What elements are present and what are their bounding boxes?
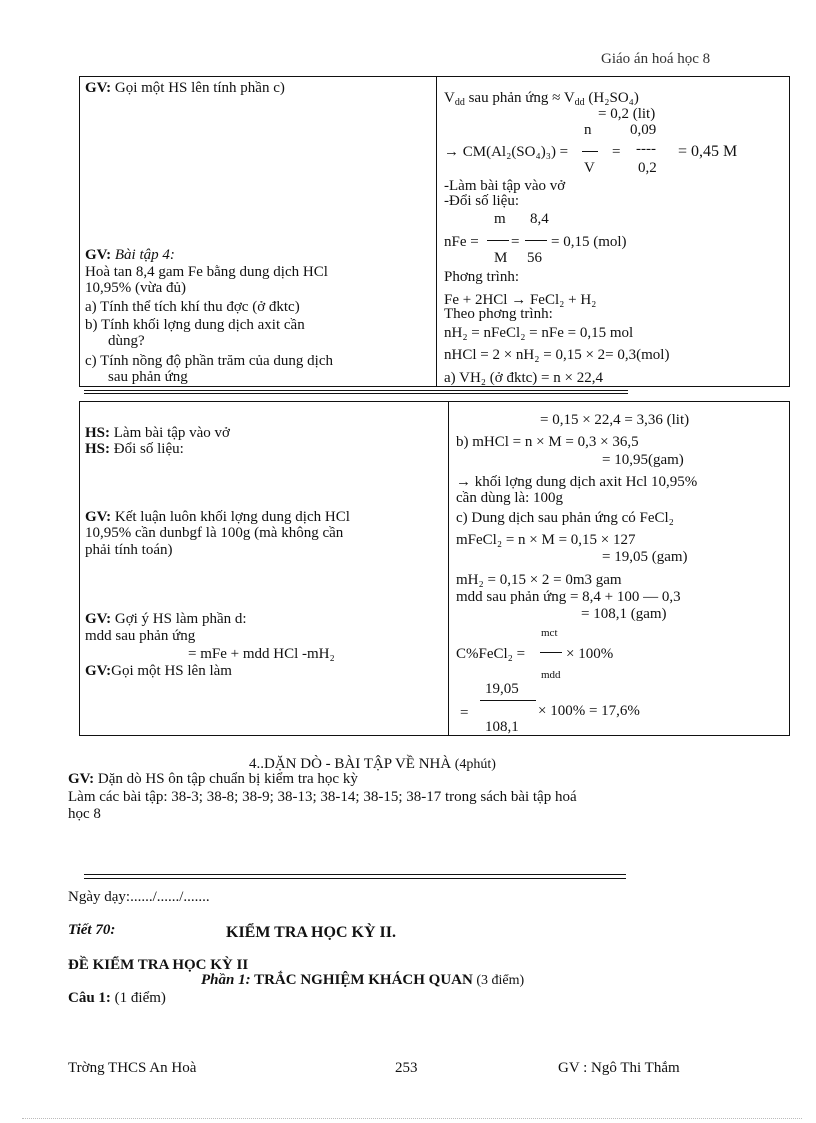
by-equation: Theo phơng trình:	[444, 306, 553, 322]
convert-data: -Đổi số liệu:	[444, 193, 519, 209]
do-exercise: -Làm bài tập vào vở	[444, 178, 566, 194]
n-fe-eq: =	[511, 234, 520, 250]
percent-result: × 100% = 17,6%	[538, 703, 640, 719]
fraction-bar	[540, 652, 562, 653]
exercise-item-c-1: c) Tính nồng độ phần trăm của dung dịch	[85, 353, 333, 369]
homework-exercises-line-2: học 8	[68, 806, 101, 822]
footer-page-number: 253	[395, 1060, 418, 1076]
concentration-dash: ----	[636, 141, 656, 157]
footer-teacher: GV : Ngô Thi Thắm	[558, 1060, 680, 1076]
gv-conclusion-line-3: phải tính toán)	[85, 542, 173, 558]
footer-school: Trờng THCS An Hoà	[68, 1060, 197, 1076]
exercise-line-1: Hoà tan 8,4 gam Fe bằng dung dịch HCl	[85, 264, 328, 280]
mass-fecl2-result: = 19,05 (gam)	[602, 549, 688, 565]
fraction-bar	[487, 240, 509, 241]
volume-after-reaction: $V_{dd}$ sau phản ứng ≈ $V_{dd}$ (H₂SO₄)	[444, 90, 639, 108]
exercise-item-c-2: sau phản ứng	[108, 369, 188, 385]
section-4-heading: 4..DẶN DÒ - BÀI TẬP VỀ NHÀ (4phút)	[249, 756, 496, 772]
part-1-heading: Phần 1: TRẮC NGHIỆM KHÁCH QUAN (3 điểm)	[201, 972, 525, 988]
teaching-date: Ngày dạy:....../....../.......	[68, 889, 210, 905]
gv-conclusion: GV: Kết luận luôn khối lợng dung dịch HCl	[85, 509, 350, 525]
gv-exercise-4: GV: Bài tập 4:	[85, 247, 175, 263]
frac-V: V	[584, 160, 595, 176]
frac-denominator: 108,1	[485, 719, 519, 735]
frac-m-value: 8,4	[530, 211, 549, 227]
mass-solution-calc: mdd sau phản ứng = 8,4 + 100 — 0,3	[456, 589, 681, 605]
acid-mass-line-2: cần dùng là: 100g	[456, 490, 564, 506]
mass-h2-calc: mH₂ = 0,15 × 2 = 0m3 gam	[456, 572, 622, 588]
equation-label: Phơng trình:	[444, 269, 520, 285]
mass-hcl-calc: b) mHCl = n × M = 0,3 × 36,5	[456, 434, 639, 450]
table-2-divider	[448, 401, 449, 735]
frac-n-value: 0,09	[630, 122, 657, 138]
mole-equality: nH₂ = nFeCl₂ = nFe = 0,15 mol	[444, 325, 634, 341]
frac-m: m	[494, 211, 506, 227]
volume-h2-result: = 0,15 × 22,4 = 3,36 (lit)	[540, 412, 690, 428]
frac-mdd: mdd	[541, 669, 561, 681]
frac-numerator: 19,05	[485, 681, 519, 697]
page-header-title: Giáo án hoá học 8	[601, 51, 711, 67]
exercise-item-b-1: b) Tính khối lợng dung dịch axit cần	[85, 317, 305, 333]
mass-hcl-result: = 10,95(gam)	[602, 452, 684, 468]
frac-M-value: 56	[527, 250, 542, 266]
mass-solution-result: = 108,1 (gam)	[581, 606, 667, 622]
exercise-item-a: a) Tính thể tích khí thu đợc (ở đktc)	[85, 299, 300, 315]
volume-h2-calc: a) VH₂ (ở đktc) = n × 22,4	[444, 370, 603, 386]
n-fe-formula: nFe =	[444, 234, 479, 250]
concentration-result: = 0,45 M	[678, 143, 738, 160]
frac-n: n	[584, 122, 592, 138]
fraction-bar	[582, 151, 598, 152]
volume-value: = 0,2 (lit)	[598, 106, 656, 122]
hs-do-exercise: HS: Làm bài tập vào vở	[85, 425, 230, 441]
gv-hint-line-2: mdd sau phản ứng	[85, 628, 196, 644]
separator-line	[84, 878, 626, 879]
separator-line	[84, 393, 628, 394]
n-hcl-calc: nHCl = 2 × nH₂ = 0,15 × 2= 0,3(mol)	[444, 347, 670, 363]
fraction-bar	[480, 700, 536, 701]
separator-line	[84, 390, 628, 391]
period-label: Tiết 70:	[68, 922, 116, 938]
hs-convert-data: HS: Đổi số liệu:	[85, 441, 184, 457]
percent-formula-tail: × 100%	[566, 646, 614, 662]
exercise-item-b-2: dùng?	[108, 333, 145, 349]
frac-M: M	[494, 250, 508, 266]
separator-line	[84, 874, 626, 875]
concentration-formula: → CM(Al₂(SO₄)₃) =	[444, 144, 569, 160]
gv-call-student: GV:Gọi một HS lên làm	[85, 663, 232, 679]
exam-paper-title: ĐỀ KIỂM TRA HỌC KỲ II	[68, 957, 249, 973]
lesson-table-1	[79, 76, 790, 387]
percent-formula: C%FeCl₂ =	[456, 646, 526, 662]
fraction-bar	[525, 240, 547, 241]
exam-title: KIỂM TRA HỌC KỲ II.	[226, 924, 396, 941]
frac-V-value: 0,2	[638, 160, 657, 176]
exercise-line-2: 10,95% (vừa đủ)	[85, 280, 187, 296]
reaction-equation: Fe + 2HCl → FeCl₂ + H₂	[444, 292, 597, 308]
gv-hint-d: GV: Gợi ý HS làm phần d:	[85, 611, 247, 627]
concentration-eq: =	[612, 144, 621, 160]
solution-contains: c) Dung dịch sau phản ứng có FeCl₂	[456, 510, 674, 526]
homework-exercises: Làm các bài tập: 38-3; 38-8; 38-9; 38-13; 38-14; 38-15; 38-17 trong sách bài tập hoá	[68, 789, 577, 805]
mass-fecl2-calc: mFeCl₂ = n × M = 0,15 × 127	[456, 532, 636, 548]
percent-eq: =	[460, 705, 469, 721]
gv-hint-line-3: = mFe + mdd HCl -mH₂	[188, 646, 335, 662]
table-1-divider	[436, 76, 437, 386]
frac-mct: mct	[541, 627, 558, 639]
n-fe-result: = 0,15 (mol)	[551, 234, 627, 250]
gv-prompt-c: GV: Gọi một HS lên tính phần c)	[85, 80, 285, 96]
bottom-dotted-rule	[22, 1118, 802, 1119]
acid-mass-line-1: → khối lợng dung dịch axit Hcl 10,95%	[456, 474, 698, 490]
question-1: Câu 1: (1 điểm)	[68, 990, 166, 1006]
gv-conclusion-line-2: 10,95% cần dunbgf là 100g (mà không cần	[85, 525, 344, 541]
homework-instruction: GV: Dặn dò HS ôn tập chuẩn bị kiểm tra học kỳ	[68, 771, 358, 787]
